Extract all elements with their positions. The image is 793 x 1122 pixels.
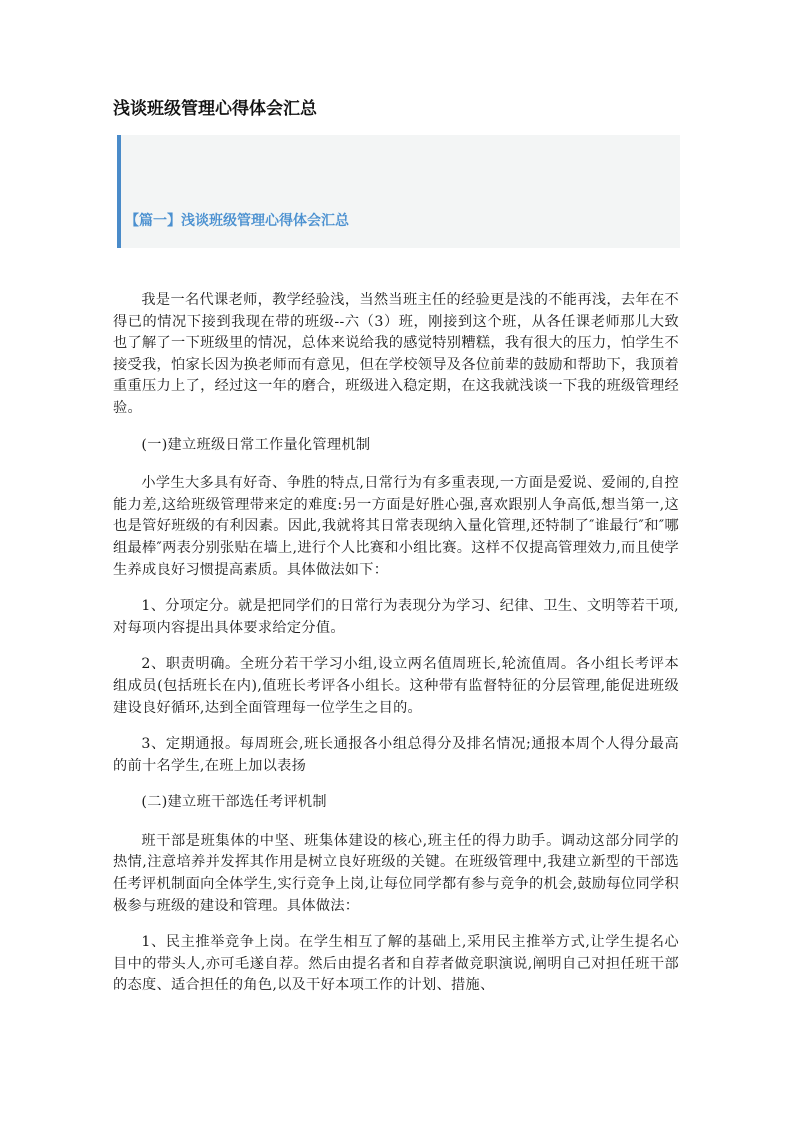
- body-paragraph: 班干部是班集体的中坚、班集体建设的核心,班主任的得力助手。调动这部分同学的热情,注意培养并发挥其作用是树立良好班级的关键。在班级管理中,我建立新型的干部选任考评机制面向全体学生,实行竞争上岗,让每位同学都有参与竞争的机会,鼓励每位同学积极参与班级的建设和管理。具体做法：: [113, 832, 679, 914]
- list-item-2: 2、职责明确。全班分若干学习小组,设立两名值周班长,轮流值周。各小组长考评本组成员(包括班长在内),值班长考评各小组长。这种带有监督特征的分层管理,能促进班级建设良好循环,达到全面管理每一位学生之目的。: [113, 656, 679, 716]
- section-heading-1: (一)建立班级日常工作量化管理机制: [141, 436, 371, 453]
- document-body: [113, 290, 679, 1012]
- banner-heading: 【篇一】浅谈班级管理心得体会汇总: [125, 213, 349, 229]
- body-paragraph: 小学生大多具有好奇、争胜的特点,日常行为有多重表现,一方面是爱说、爱闹的,自控能力差,这给班级管理带来定的难度:另一方面是好胜心强,喜欢跟别人争高低,想当第一,这也是管好班级的有利因素。因此,我就将其日常表现纳入量化管理,还特制了″谁最行″和″哪组最棒″两表分别张贴在墙上,进行个人比赛和小组比赛。这样不仅提高管理效力,而且使学生养成良好习惯提高素质。具体做法如下：: [113, 475, 679, 578]
- list-item-1: 1、分项定分。就是把同学们的日常行为表现分为学习、纪律、卫生、文明等若干项,对每项内容提出具体要求给定分值。: [113, 598, 679, 636]
- document-title: 浅谈班级管理心得体会汇总: [113, 99, 317, 119]
- section-heading-2: (二)建立班干部选任考评机制: [141, 794, 327, 811]
- intro-paragraph: 我是一名代课老师，教学经验浅，当然当班主任的经验更是浅的不能再浅，去年在不得已的情况下接到我现在带的班级--六（3）班，刚接到这个班，从各任课老师那儿大致也了解了一下班级里的情况，总体来说给我的感觉特别糟糕，我有很大的压力，怕学生不接受我，怕家长因为换老师而有意见，但在学校领导及各位前辈的鼓励和帮助下，我顶着重重压力上了，经过这一年的磨合，班级进入稳定期，在这我就浅谈一下我的班级管理经验。: [113, 292, 679, 416]
- list-item-3: 3、定期通报。每周班会,班长通报各小组总得分及排名情况;通报本周个人得分最高的前十名学生,在班上加以表扬: [113, 736, 679, 774]
- list-item-1: 1、民主推举竞争上岗。在学生相互了解的基础上,采用民主推举方式,让学生提名心目中的带头人,亦可毛遂自荐。然后由提名者和自荐者做竞职演说,阐明自己对担任班干部的态度、适合担任的角色,以及干好本项工作的计划、措施、: [113, 934, 679, 994]
- article-banner: [117, 135, 680, 248]
